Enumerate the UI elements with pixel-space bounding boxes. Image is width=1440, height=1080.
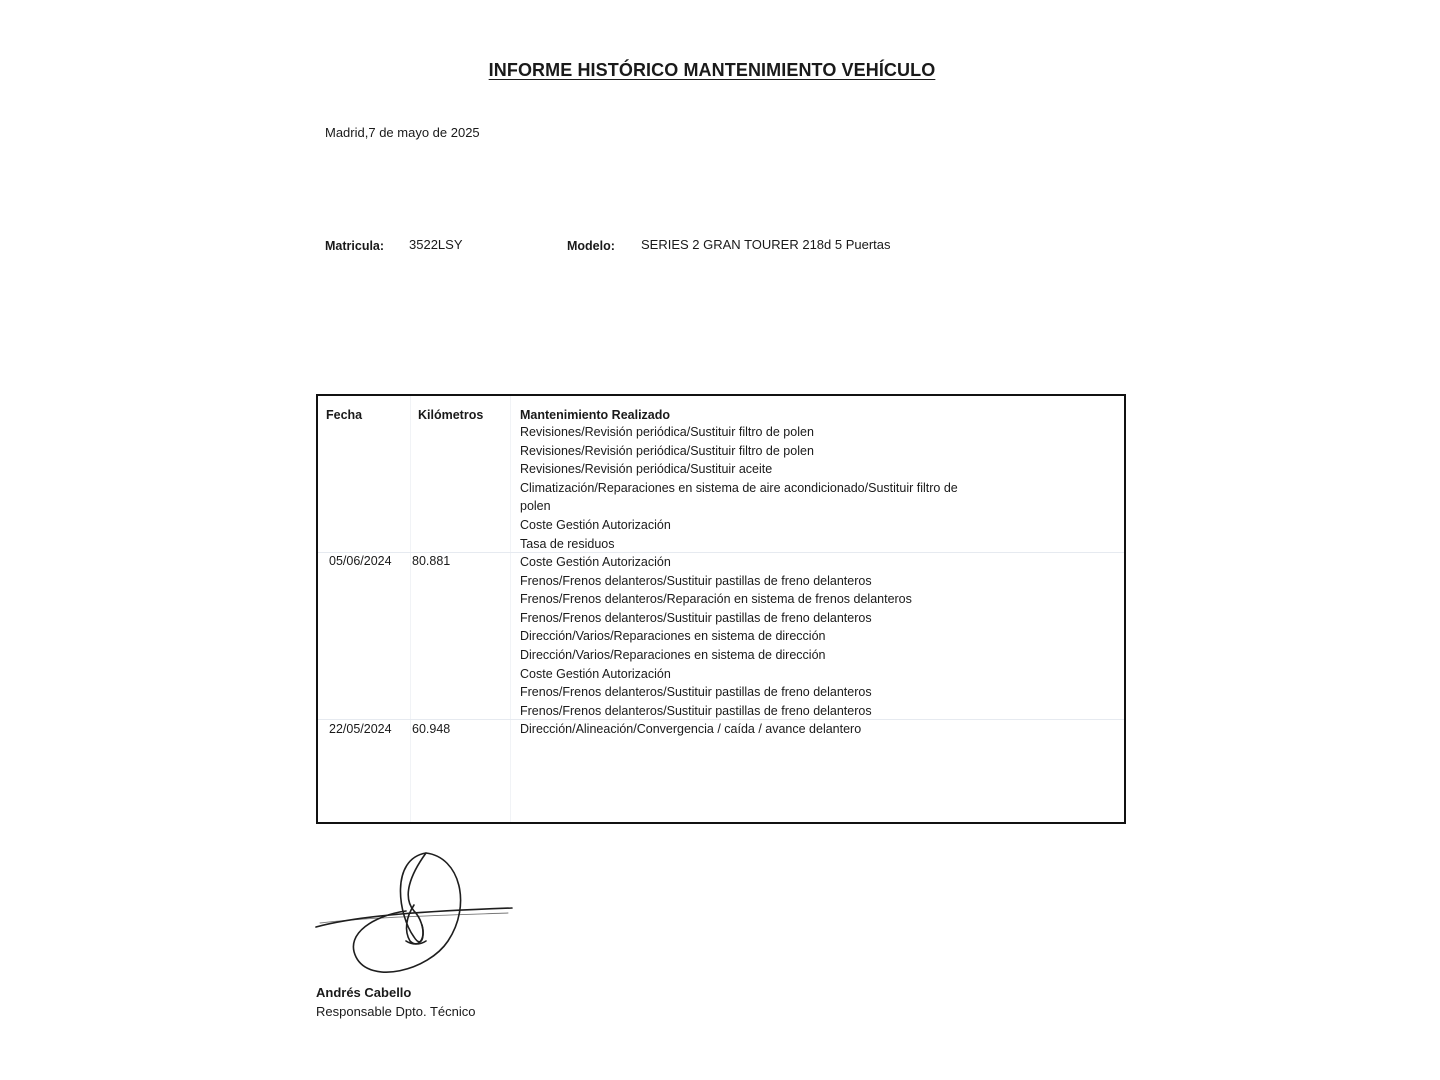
maintenance-item: Frenos/Frenos delanteros/Sustituir pastillas de freno delanteros bbox=[520, 685, 872, 700]
maintenance-item: Coste Gestión Autorización bbox=[520, 518, 671, 532]
maintenance-item: Frenos/Frenos delanteros/Reparación en sistema de frenos delanteros bbox=[520, 592, 912, 607]
maintenance-item: Dirección/Varios/Reparaciones en sistema de dirección bbox=[520, 648, 826, 662]
report-title: INFORME HISTÓRICO MANTENIMIENTO VEHÍCULO bbox=[488, 60, 936, 80]
place-and-date: Madrid,7 de mayo de 2025 bbox=[325, 125, 480, 140]
model-value: SERIES 2 GRAN TOURER 218d 5 Puertas bbox=[641, 237, 891, 252]
column-divider bbox=[410, 396, 411, 822]
maintenance-item: Frenos/Frenos delanteros/Sustituir pastillas de freno delanteros bbox=[520, 610, 872, 625]
maintenance-item: Revisiones/Revisión periódica/Sustituir filtro de polen bbox=[520, 443, 814, 458]
maintenance-item: Dirección/Varios/Reparaciones en sistema de dirección bbox=[520, 629, 826, 644]
header-km: Kilómetros bbox=[418, 408, 484, 422]
plate-value: 3522LSY bbox=[409, 237, 463, 252]
maintenance-item: Tasa de residuos bbox=[520, 536, 615, 551]
maintenance-item: Coste Gestión Autorización bbox=[520, 555, 671, 569]
plate-label: Matricula: bbox=[325, 239, 385, 253]
signer-role: Responsable Dpto. Técnico bbox=[316, 1004, 476, 1019]
maintenance-item: Revisiones/Revisión periódica/Sustituir aceite bbox=[520, 462, 773, 477]
row-km: 60.948 bbox=[412, 722, 451, 736]
row-km: 80.881 bbox=[412, 554, 451, 568]
header-maintenance: Mantenimiento Realizado bbox=[520, 408, 671, 422]
maintenance-item: polen bbox=[520, 499, 551, 514]
row-date: 22/05/2024 bbox=[329, 722, 392, 736]
maintenance-item: Coste Gestión Autorización bbox=[520, 666, 671, 681]
maintenance-item: Climatización/Reparaciones en sistema de aire acondicionado/Sustituir filtro de bbox=[520, 480, 958, 495]
signature-image bbox=[310, 845, 520, 985]
maintenance-item: Dirección/Alineación/Convergencia / caída / avance delantero bbox=[520, 722, 862, 736]
signer-name: Andrés Cabello bbox=[316, 985, 412, 1000]
header-date: Fecha bbox=[326, 408, 363, 422]
maintenance-item: Frenos/Frenos delanteros/Sustituir pastillas de freno delanteros bbox=[520, 573, 872, 588]
maintenance-table bbox=[316, 394, 1126, 824]
model-label: Modelo: bbox=[567, 239, 615, 253]
row-date: 05/06/2024 bbox=[329, 554, 392, 568]
maintenance-item: Revisiones/Revisión periódica/Sustituir filtro de polen bbox=[520, 425, 814, 439]
column-divider bbox=[510, 396, 511, 822]
maintenance-item: Frenos/Frenos delanteros/Sustituir pastillas de freno delanteros bbox=[520, 703, 872, 718]
